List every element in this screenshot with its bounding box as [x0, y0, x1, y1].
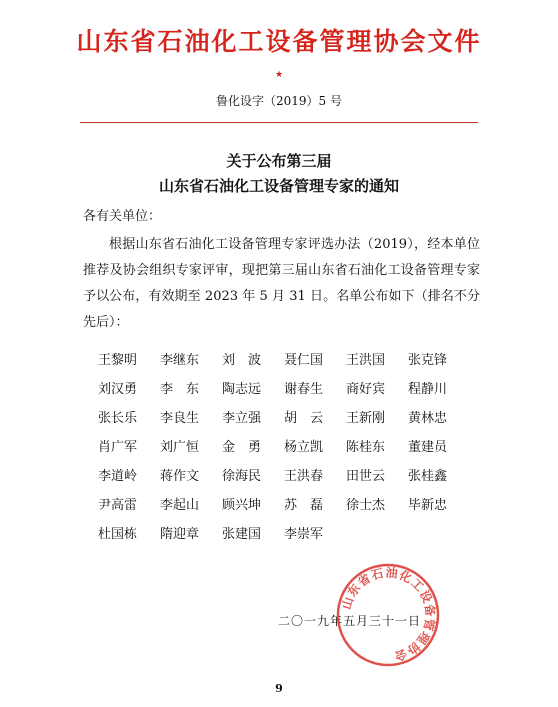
name-row	[98, 494, 498, 523]
seal-text: 山东省石油化工设备管理协会	[339, 565, 438, 664]
expert-name: 尹高雷	[98, 498, 138, 513]
expert-name: 隋迎章	[160, 527, 200, 542]
name-row	[98, 465, 498, 494]
expert-name: 李良生	[160, 411, 200, 426]
expert-name: 田世云	[346, 469, 386, 484]
expert-name: 王洪春	[284, 469, 324, 484]
star-icon: ★	[274, 70, 284, 80]
expert-name: 蒋作文	[160, 469, 200, 484]
expert-name: 商好宾	[346, 382, 386, 397]
expert-name: 李继东	[160, 353, 200, 368]
notice-title-line-2: 山东省石油化工设备管理专家的通知	[158, 177, 399, 195]
expert-name: 徐士杰	[346, 498, 386, 513]
name-row	[98, 349, 498, 378]
expert-name: 李 东	[160, 382, 200, 397]
expert-name: 李立强	[222, 411, 262, 426]
expert-name: 黄林忠	[408, 411, 448, 426]
issue-date: 二〇一九年五月三十一日	[278, 614, 422, 628]
expert-name: 苏 磊	[284, 498, 324, 513]
expert-name: 董建员	[408, 440, 448, 455]
name-row	[98, 436, 498, 465]
expert-name: 胡 云	[284, 411, 324, 426]
expert-name: 金 勇	[222, 440, 262, 455]
expert-name: 陈桂东	[346, 440, 386, 455]
document-number: 鲁化设字（2019）5 号	[216, 94, 342, 108]
expert-name: 张长乐	[98, 411, 138, 426]
header-divider	[80, 122, 478, 123]
expert-name: 刘 波	[222, 353, 262, 368]
name-row	[98, 378, 498, 407]
expert-name: 顾兴坤	[222, 498, 262, 513]
official-seal	[333, 560, 443, 670]
notice-body: 根据山东省石油化工设备管理专家评选办法（2019），经本单位推荐及协会组织专家评审，现把第三届山东省石油化工设备管理专家予以公布，有效期至 2023 年 5 月 31 日。名单公布如下（排名不分先后）：	[83, 237, 480, 330]
expert-name: 张克锋	[408, 353, 448, 368]
expert-name: 王新刚	[346, 411, 386, 426]
expert-name: 张建国	[222, 527, 262, 542]
expert-name: 李起山	[160, 498, 200, 513]
name-row	[98, 523, 498, 552]
expert-name: 王洪国	[346, 353, 386, 368]
expert-name: 杨立凯	[284, 440, 324, 455]
expert-name: 刘汉勇	[98, 382, 138, 397]
notice-title-line-1: 关于公布第三届	[226, 152, 332, 170]
expert-name: 刘广恒	[160, 440, 200, 455]
expert-name: 张桂鑫	[408, 469, 448, 484]
expert-name: 徐海民	[222, 469, 262, 484]
expert-name: 聂仁国	[284, 353, 324, 368]
expert-name-list	[98, 349, 498, 552]
salutation: 各有关单位：	[83, 209, 162, 224]
expert-name: 毕新忠	[408, 498, 448, 513]
expert-name: 谢春生	[284, 382, 324, 397]
expert-name: 陶志远	[222, 382, 262, 397]
expert-name: 肖广军	[98, 440, 138, 455]
expert-name: 李崇军	[284, 527, 324, 542]
name-row	[98, 407, 498, 436]
expert-name: 程静川	[408, 382, 448, 397]
expert-name: 李道岭	[98, 469, 138, 484]
expert-name: 杜国栋	[98, 527, 138, 542]
expert-name: 王黎明	[98, 353, 138, 368]
page-number: 9	[275, 682, 283, 695]
org-header-title: 山东省石油化工设备管理协会文件	[76, 27, 482, 56]
